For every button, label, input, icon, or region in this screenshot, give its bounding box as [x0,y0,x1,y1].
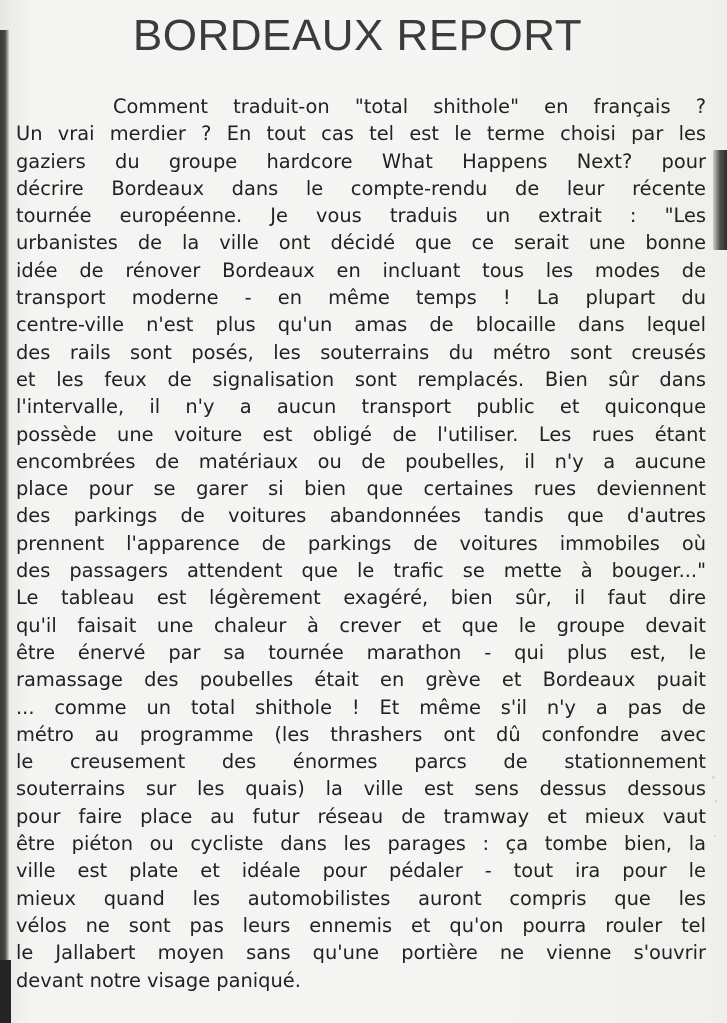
article-line: le Jallabert moyen sans qu'une portière ne vienne s'ouvrir [16,941,706,965]
article-line: ville est plate et idéale pour pédaler - tout ira pour le [16,859,706,883]
scan-speck [712,776,715,779]
article-line: ramassage des poubelles était en grève et Bordeaux puait [16,668,706,692]
article-line: prennent l'apparence de parkings de voitures immobiles où [16,531,706,555]
article-line: des rails sont posés, les souterrains du métro sont creusés [16,340,706,364]
article-line: urbanistes de la ville ont décidé que ce serait une bonne [16,231,706,255]
article-line: transport moderne - en même temps ! La plupart du [16,286,706,310]
article-line: possède une voiture est obligé de l'utiliser. Les rues étant [16,422,706,446]
article-line: qu'il faisait une chaleur à crever et que le groupe devait [16,613,706,637]
scan-shadow-right [713,150,727,250]
article-line: Un vrai merdier ? En tout cas tel est le terme choisi par les [16,122,706,146]
article-line: mieux quand les automobilistes auront compris que les [16,886,706,910]
article-line: souterrains sur les quais) la ville est sens dessus dessous [16,777,706,801]
article-body [16,93,706,994]
article-line: centre-ville n'est plus qu'un amas de blocaille dans lequel [16,313,706,337]
article-line: des parkings de voitures abandonnées tandis que d'autres [16,504,706,528]
article-line: Le tableau est légèrement exagéré, bien sûr, il faut dire [16,586,706,610]
article-line: le creusement des énormes parcs de stationnement [16,750,706,774]
article-line: être énervé par sa tournée marathon - qui plus est, le [16,640,706,664]
article-line: idée de rénover Bordeaux en incluant tous les modes de [16,258,706,282]
article-line: des passagers attendent que le trafic se mette à bouger..." [16,559,706,583]
scan-speck [714,835,716,837]
article-line: ... comme un total shithole ! Et même s'il n'y a pas de [16,695,706,719]
article-line: tournée européenne. Je vous traduis un extrait : "Les [16,204,706,228]
scan-shadow-left [0,30,9,1010]
article-line: gaziers du groupe hardcore What Happens Next? pour [16,149,706,173]
article-line: décrire Bordeaux dans le compte-rendu de leur récente [16,176,706,200]
article-line: pour faire place au futur réseau de tramway et mieux vaut [16,804,706,828]
headline: BORDEAUX REPORT [132,11,583,60]
article-line: être piéton ou cycliste dans les parages : ça tombe bien, la [16,832,706,856]
scan-speck [715,800,717,803]
article-line: devant notre visage paniqué. [16,968,301,992]
article-line: encombrées de matériaux ou de poubelles, il n'y a aucune [16,449,706,473]
article-line: et les feux de signalisation sont remplacés. Bien sûr dans [16,367,706,391]
article-line: Comment traduit-on "total shithole" en français ? [113,95,706,118]
article-line: métro au programme (les thrashers ont dû confondre avec [16,722,706,746]
article-line: vélos ne sont pas leurs ennemis et qu'on pourra rouler tel [16,913,706,937]
article-line: l'intervalle, il n'y a aucun transport public et quiconque [16,395,706,419]
scan-shadow-left-bottom [0,960,11,1023]
article-line: place pour se garer si bien que certaines rues deviennent [16,477,706,501]
